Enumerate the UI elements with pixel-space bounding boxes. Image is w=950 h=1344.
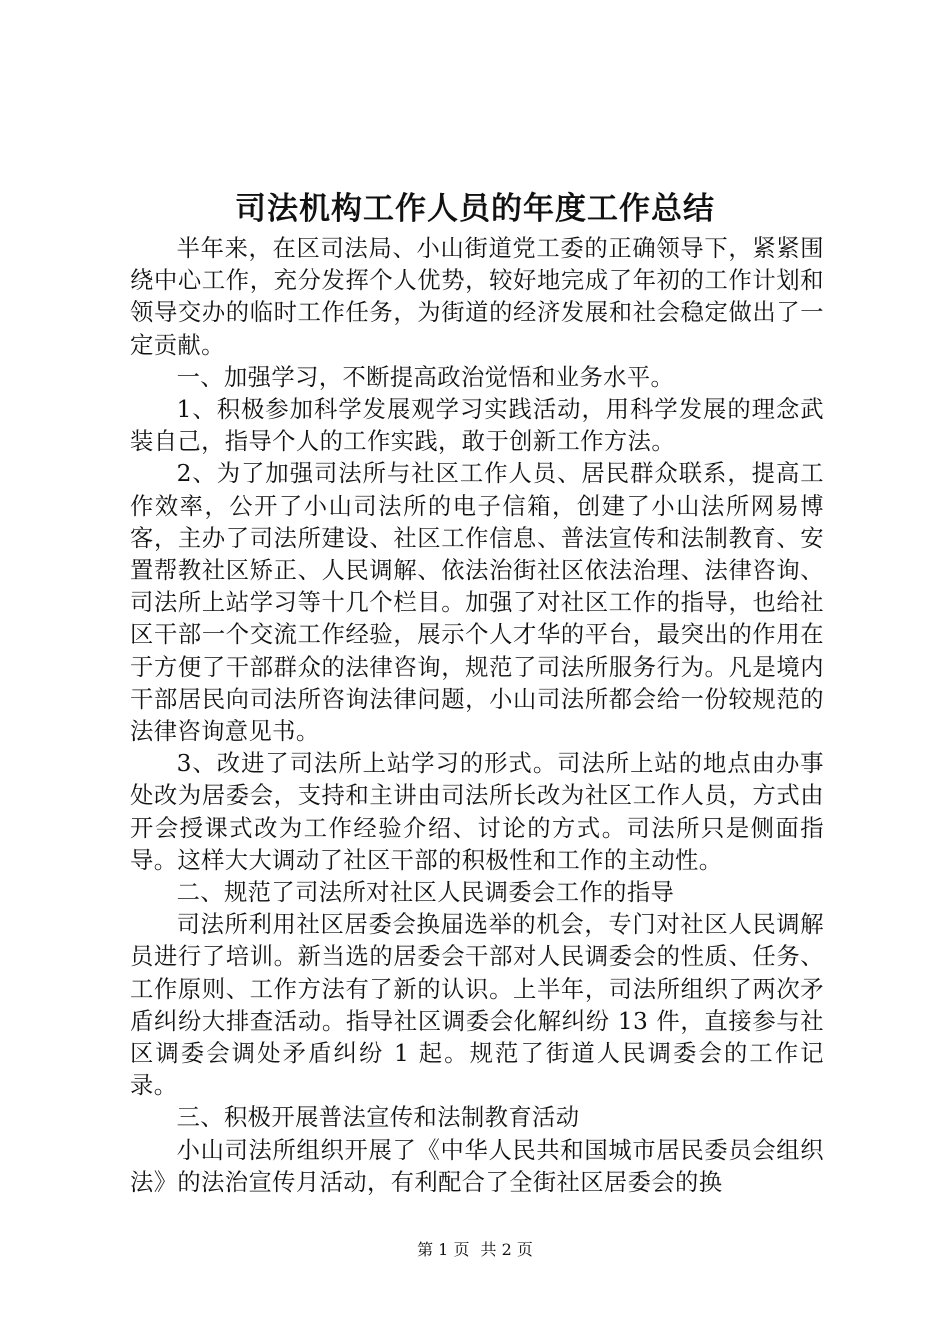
paragraph-mediation: 司法所利用社区居委会换届选举的机会，专门对社区人民调解员进行了培训。新当选的居委会干部对人民调委会的性质、任务、工作原则、工作方法有了新的认识。上半年，司法所组织了两次矛盾纠纷大排查活动。指导社区调委会化解纠纷 13 件，直接参与社区调委会调处矛盾纠纷 1 起。规范了街道人民调委会的工作记录。	[130, 911, 824, 1100]
page-footer	[0, 1240, 950, 1260]
paragraph-publicity: 小山司法所组织开展了《中华人民共和国城市居民委员会组织法》的法治宣传月活动，有利配合了全街社区居委会的换	[130, 1136, 824, 1196]
paragraph-item-1: 1、积极参加科学发展观学习实践活动，用科学发展的理念武装自己，指导个人的工作实践，敢于创新工作方法。	[130, 396, 824, 456]
section-heading-2: 二、规范了司法所对社区人民调委会工作的指导	[176, 879, 675, 907]
page-number: 第 1 页	[417, 1240, 470, 1259]
paragraph-item-2: 2、为了加强司法所与社区工作人员、居民群众联系，提高工作效率，公开了小山司法所的电子信箱，创建了小山法所网易博客，主办了司法所建设、社区工作信息、普法宣传和法制教育、安置帮教社区矫正、人民调解、依法治街社区依法治理、法律咨询、司法所上站学习等十几个栏目。加强了对社区工作的指导，也给社区干部一个交流工作经验，展示个人才华的平台，最突出的作用在于方便了干部群众的法律咨询，规范了司法所服务行为。凡是境内干部居民向司法所咨询法律问题，小山司法所都会给一份较规范的法律咨询意见书。	[130, 460, 824, 746]
document-body	[130, 233, 824, 1199]
page-total: 共 2 页	[480, 1240, 533, 1259]
document-title: 司法机构工作人员的年度工作总结	[235, 191, 715, 227]
paragraph-intro: 半年来，在区司法局、小山街道党工委的正确领导下，紧紧围绕中心工作，充分发挥个人优势，较好地完成了年初的工作计划和领导交办的临时工作任务，为街道的经济发展和社会稳定做出了一定贡献。	[130, 235, 824, 359]
paragraph-item-3: 3、改进了司法所上站学习的形式。司法所上站的地点由办事处改为居委会，支持和主讲由司法所长改为社区工作人员，方式由开会授课式改为工作经验介绍、讨论的方式。司法所只是侧面指导。这样大大调动了社区干部的积极性和工作的主动性。	[130, 750, 824, 874]
section-heading-1: 一、加强学习，不断提高政治觉悟和业务水平。	[176, 363, 675, 391]
section-heading-3: 三、积极开展普法宣传和法制教育活动	[176, 1104, 580, 1132]
